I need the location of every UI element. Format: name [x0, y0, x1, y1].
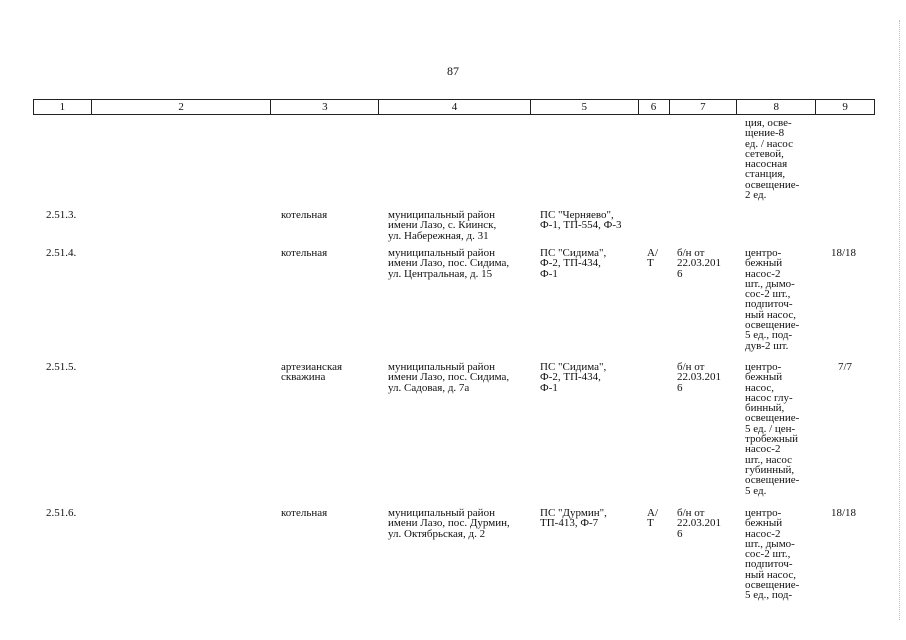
object-type: котельная — [281, 247, 328, 259]
header-col-4: 4 — [379, 100, 531, 114]
row-number: 2.51.5. — [46, 361, 77, 373]
object-type: котельная — [281, 507, 328, 519]
page-edge-mark — [898, 20, 900, 620]
header-col-9: 9 — [842, 101, 848, 113]
header-col-5: 5 — [531, 100, 639, 114]
equipment-list: центро- бежный насос, насос глу- бинный, освещение- 5 ед. / цен- тробежный насос-2 шт., насос губинный, освещение- 5 ед. — [745, 361, 800, 497]
table-header — [33, 99, 875, 115]
power-source: ПС "Дурмин", ТП-413, Ф-7 — [540, 507, 607, 530]
row-number: 2.51.4. — [46, 247, 77, 259]
header-col-7: 7 — [670, 100, 738, 114]
object-address: муниципальный район имени Лазо, пос. Сидима, ул. Садовая, д. 7а — [388, 361, 510, 394]
header-col-3: 3 — [271, 100, 379, 114]
power-value: 7/7 — [838, 361, 853, 373]
carryover-col8: ция, осве- щение-8 ед. / насос сетевой, насосная станция, освещение- 2 ед. — [745, 117, 800, 202]
contract-date: б/н от 22.03.201 6 — [677, 247, 721, 280]
equipment-list: центро- бежный насос-2 шт., дымо- сос-2 шт., подпиточ- ный насос, освещение- 5 ед., под- дув-2 шт. — [745, 247, 800, 352]
category: А/ Т — [647, 507, 658, 530]
page-number: 87 — [447, 64, 459, 78]
object-address: муниципальный район имени Лазо, с. Киинск, ул. Набережная, д. 31 — [388, 209, 497, 242]
category: А/ Т — [647, 247, 658, 270]
header-col-6: 6 — [639, 100, 670, 114]
header-col-1: 1 — [34, 100, 92, 114]
object-type: артезианская скважина — [281, 361, 343, 384]
header-col-8: 8 — [737, 100, 816, 114]
power-value: 18/18 — [831, 507, 857, 519]
equipment-list: центро- бежный насос-2 шт., дымо- сос-2 шт., подпиточ- ный насос, освещение- 5 ед., под- — [745, 507, 800, 602]
power-source: ПС "Черняево", Ф-1, ТП-554, Ф-3 — [540, 209, 622, 232]
row-number: 2.51.3. — [46, 209, 77, 221]
object-type: котельная — [281, 209, 328, 221]
row-number: 2.51.6. — [46, 507, 77, 519]
header-col-2: 2 — [92, 100, 272, 114]
contract-date: б/н от 22.03.201 6 — [677, 361, 721, 394]
contract-date: б/н от 22.03.201 6 — [677, 507, 721, 540]
power-source: ПС "Сидима", Ф-2, ТП-434, Ф-1 — [540, 247, 607, 280]
power-value: 18/18 — [831, 247, 857, 259]
power-source: ПС "Сидима", Ф-2, ТП-434, Ф-1 — [540, 361, 607, 394]
object-address: муниципальный район имени Лазо, пос. Дурмин, ул. Октябрьская, д. 2 — [388, 507, 510, 540]
object-address: муниципальный район имени Лазо, пос. Сидима, ул. Центральная, д. 15 — [388, 247, 510, 280]
